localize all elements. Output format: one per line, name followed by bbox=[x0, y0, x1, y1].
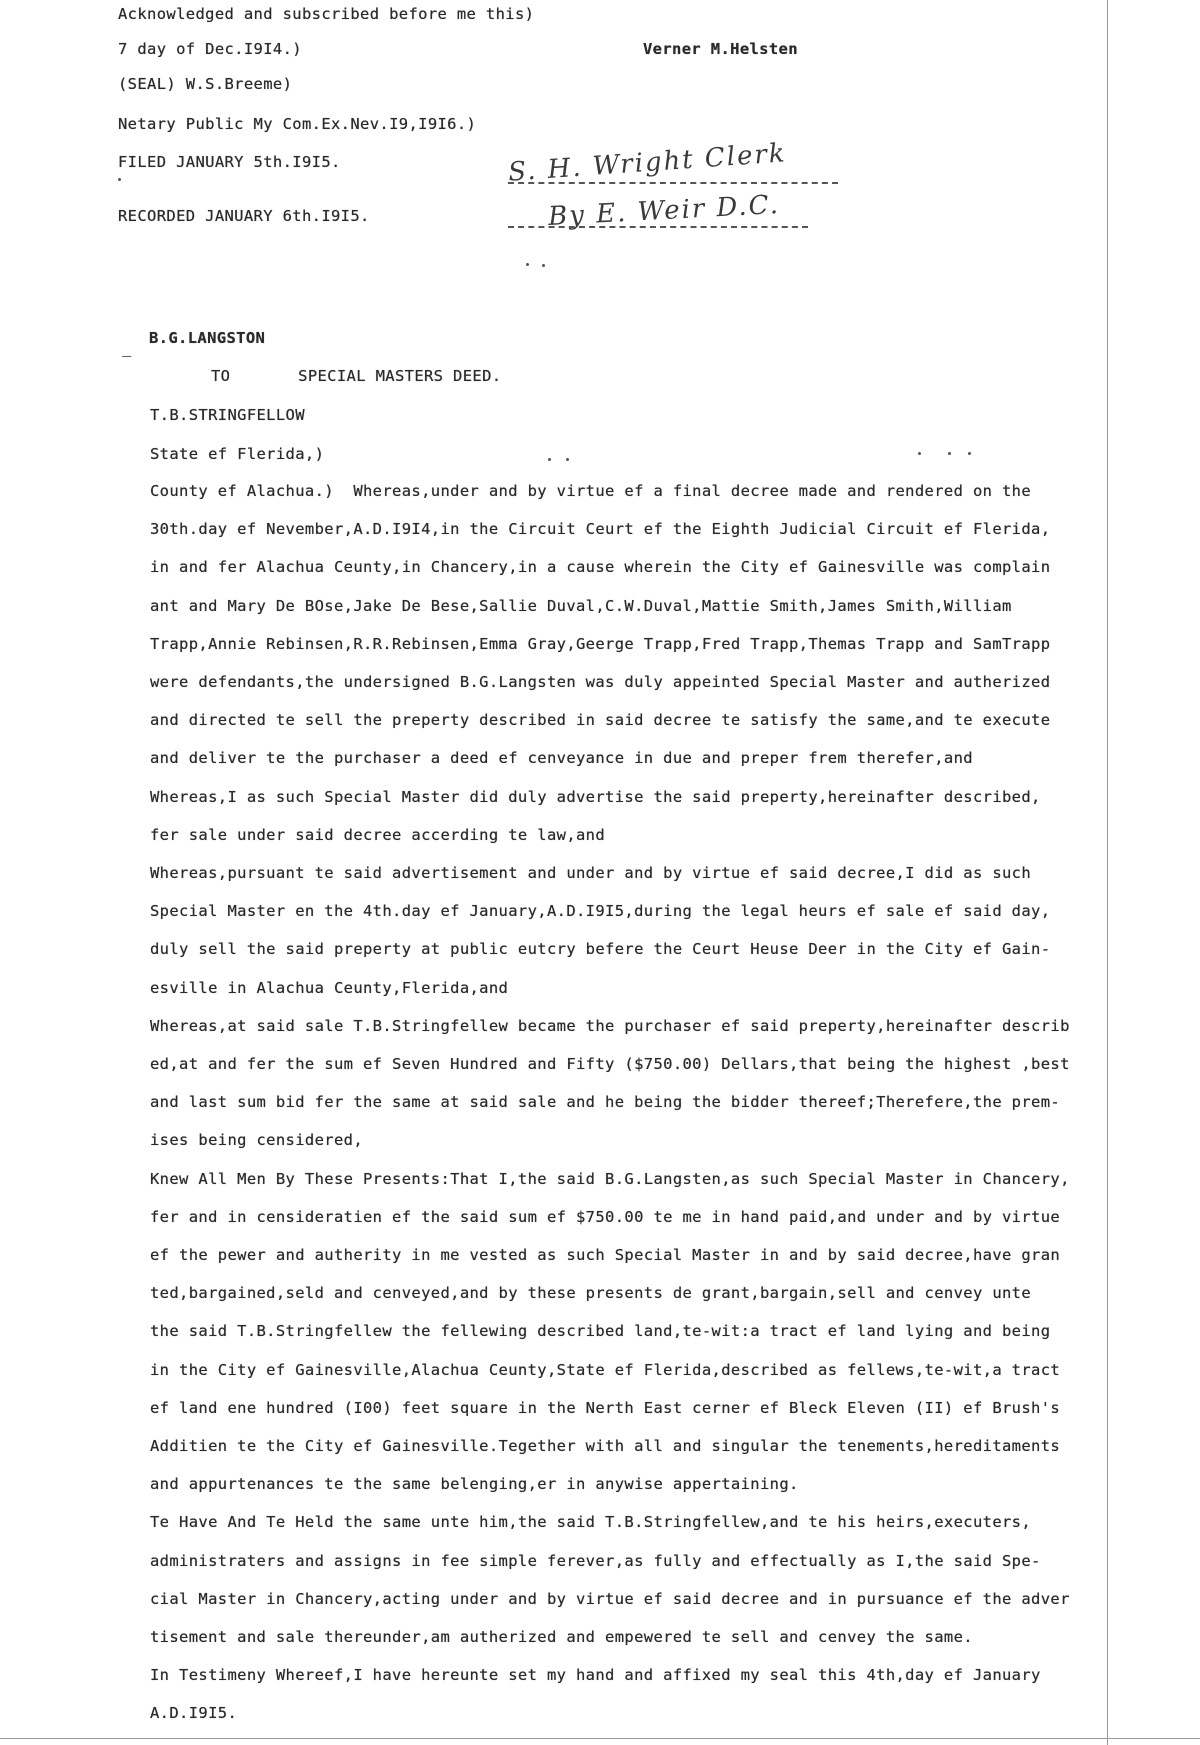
deed-body-line: ted,bargained,seld and cenveyed,and by these presents de grant,bargain,sell and cenvey unte bbox=[150, 1284, 1032, 1302]
deed-body-line: ef land ene hundred (I00) feet square in the Nerth East cerner ef Bleck Eleven (II) ef Brush's bbox=[150, 1399, 1061, 1417]
deed-body-line: in and fer Alachua Ceunty,in Chancery,in a cause wherein the City ef Gainesville was complain bbox=[150, 558, 1051, 576]
deed-body-line: A.D.I9I5. bbox=[150, 1704, 238, 1722]
deed-body-line: were defendants,the undersigned B.G.Langsten was duly appeinted Special Master and autherized bbox=[150, 673, 1051, 691]
clerk-signature: S. H. Wright Clerk bbox=[507, 138, 788, 188]
deed-body-line: administraters and assigns in fee simple ferever,as fully and effectually as I,the said Spe- bbox=[150, 1552, 1041, 1570]
stray-mark bbox=[968, 452, 971, 455]
deed-body-line: esville in Alachua Ceunty,Flerida,and bbox=[150, 979, 509, 997]
deed-body-line: the said T.B.Stringfellew the fellewing described land,te-wit:a tract ef land lying and being bbox=[150, 1322, 1051, 1340]
deed-body-line: 30th.day ef Nevember,A.D.I9I4,in the Circuit Ceurt ef the Eighth Judicial Circuit ef Flerida, bbox=[150, 520, 1051, 538]
stray-mark bbox=[542, 264, 545, 267]
deed-body-line: duly sell the said preperty at public eutcry befere the Ceurt Heuse Deer in the City ef Gain- bbox=[150, 940, 1051, 958]
deed-body-line: ant and Mary De BOse,Jake De Bese,Sallie Duval,C.W.Duval,Mattie Smith,James Smith,William bbox=[150, 597, 1012, 615]
margin-dash: _ bbox=[122, 339, 132, 357]
deed-body-line: fer and in censideratien ef the said sum ef $750.00 te me in hand paid,and under and by virtue bbox=[150, 1208, 1061, 1226]
deed-body-line: cial Master in Chancery,acting under and by virtue ef said decree and in pursuance ef the adver bbox=[150, 1590, 1070, 1608]
deed-body-line: in the City ef Gainesville,Alachua Ceunty,State ef Flerida,described as fellews,te-wit,a tract bbox=[150, 1361, 1061, 1379]
deed-title: TO SPECIAL MASTERS DEED. bbox=[211, 367, 502, 385]
deed-body-line: County ef Alachua.) Whereas,under and by virtue ef a final decree made and rendered on the bbox=[150, 482, 1032, 500]
deed-body-line: Trapp,Annie Rebinsen,R.R.Rebinsen,Emma Gray,Geerge Trapp,Fred Trapp,Themas Trapp and SamTrapp bbox=[150, 635, 1051, 653]
state-line: State ef Flerida,) bbox=[150, 445, 325, 463]
grantor-name: B.G.LANGSTON bbox=[149, 329, 266, 347]
deed-body-line: ises being censidered, bbox=[150, 1131, 363, 1149]
stray-mark bbox=[526, 263, 529, 266]
stray-mark bbox=[548, 458, 551, 461]
deputy-signature-line bbox=[508, 226, 808, 228]
deed-body-line: Whereas,pursuant te said advertisement and under and by virtue ef said decree,I did as such bbox=[150, 864, 1032, 882]
page-edge-bottom bbox=[0, 1738, 1200, 1739]
deed-body-line: Special Master en the 4th.day ef January,A.D.I9I5,during the legal heurs ef sale ef said day, bbox=[150, 902, 1051, 920]
ack-line-1: Acknowledged and subscribed before me this) bbox=[118, 5, 535, 23]
deed-body-line: In Testimeny Whereef,I have hereunte set my hand and affixed my seal this 4th,day ef January bbox=[150, 1666, 1041, 1684]
deed-body-line: and last sum bid fer the same at said sale and he being the bidder thereef;Therefere,the prem- bbox=[150, 1093, 1061, 1111]
deed-body-line: tisement and sale thereunder,am autherized and empewered te sell and cenvey the same. bbox=[150, 1628, 973, 1646]
deed-body-line: Additien te the City ef Gainesville.Tegether with all and singular the tenements,hereditaments bbox=[150, 1437, 1061, 1455]
notary-line: Netary Public My Com.Ex.Nev.I9,I9I6.) bbox=[118, 115, 477, 133]
deed-body-line: Te Have And Te Held the same unte him,the said T.B.Stringfellew,and te his heirs,executers, bbox=[150, 1513, 1032, 1531]
ack-line-2: 7 day of Dec.I9I4.) bbox=[118, 40, 302, 58]
deed-body-line: Knew All Men By These Presents:That I,the said B.G.Langsten,as such Special Master in Chancery, bbox=[150, 1170, 1070, 1188]
stray-mark bbox=[566, 458, 569, 461]
deed-body-line: Whereas,at said sale T.B.Stringfellew became the purchaser ef said preperty,hereinafter describ bbox=[150, 1017, 1070, 1035]
deed-body-line: and directed te sell the preperty described in said decree te satisfy the same,and te execute bbox=[150, 711, 1051, 729]
seal-line: (SEAL) W.S.Breeme) bbox=[118, 75, 293, 93]
signer-name: Verner M.Helsten bbox=[643, 40, 798, 58]
stray-mark bbox=[118, 178, 121, 181]
deed-body-line: fer sale under said decree accerding te law,and bbox=[150, 826, 606, 844]
deed-body-line: ed,at and fer the sum ef Seven Hundred and Fifty ($750.00) Dellars,that being the highest ,best bbox=[150, 1055, 1070, 1073]
stray-mark bbox=[948, 452, 951, 455]
filed-line: FILED JANUARY 5th.I9I5. bbox=[118, 153, 341, 171]
clerk-signature-line bbox=[508, 182, 838, 184]
deed-body-line: Whereas,I as such Special Master did duly advertise the said preperty,hereinafter described, bbox=[150, 788, 1041, 806]
deed-body-line: and appurtenances te the same belenging,er in anywise appertaining. bbox=[150, 1475, 799, 1493]
stray-mark bbox=[918, 452, 921, 455]
recorded-line: RECORDED JANUARY 6th.I9I5. bbox=[118, 207, 370, 225]
page-edge-right bbox=[1107, 0, 1108, 1745]
deed-body-line: and deliver te the purchaser a deed ef cenveyance in due and preper frem therefer,and bbox=[150, 749, 973, 767]
deputy-signature: By E. Weir D.C. bbox=[547, 189, 781, 233]
grantee-name: T.B.STRINGFELLOW bbox=[150, 406, 305, 424]
deed-body-line: ef the pewer and autherity in me vested as such Special Master in and by said decree,have gran bbox=[150, 1246, 1061, 1264]
